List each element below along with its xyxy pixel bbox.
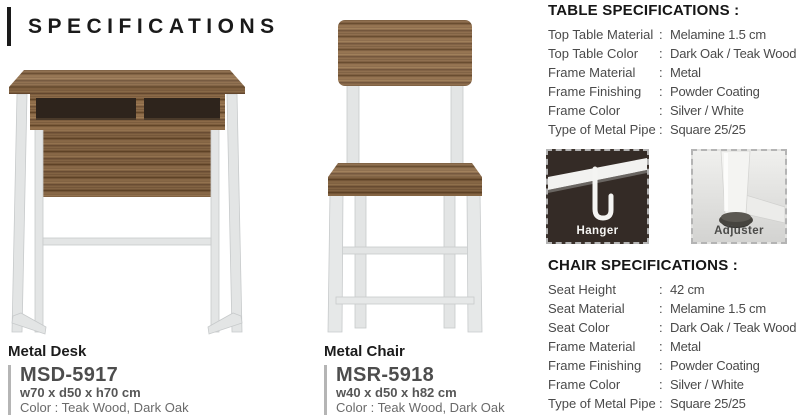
- spec-label: Top Table Color: [548, 46, 639, 61]
- spec-colon: :: [659, 122, 663, 137]
- spec-colon: :: [659, 27, 663, 42]
- spec-label: Top Table Material: [548, 27, 654, 42]
- spec-colon: :: [659, 282, 663, 297]
- spec-row: [548, 63, 794, 82]
- chair-spec-rows: [548, 280, 797, 413]
- spec-colon: :: [659, 46, 663, 61]
- spec-colon: :: [659, 377, 663, 392]
- spec-value: Dark Oak / Teak Wood: [670, 320, 797, 335]
- chair-model-code: MSR-5918: [336, 364, 434, 386]
- spec-label: Frame Finishing: [548, 84, 642, 99]
- table-specifications-heading: TABLE SPECIFICATIONS :: [548, 2, 740, 19]
- spec-colon: :: [659, 103, 663, 118]
- spec-label: Type of Metal Pipe: [548, 396, 656, 411]
- table-specifications-section: [548, 2, 797, 139]
- chair-illustration: [298, 14, 488, 336]
- desk-dimensions: w70 x d50 x h70 cm: [20, 385, 141, 400]
- adjuster-detail-thumbnail: [691, 149, 787, 244]
- title-block: [7, 7, 280, 46]
- metal-chair-image: [298, 14, 488, 341]
- desk-color-options: Color : Teak Wood, Dark Oak: [20, 400, 189, 415]
- spec-value: Square 25/25: [670, 396, 746, 411]
- spec-value: Powder Coating: [670, 358, 760, 373]
- spec-colon: :: [659, 339, 663, 354]
- spec-row: [548, 25, 794, 44]
- spec-row: [548, 318, 797, 337]
- spec-label: Frame Color: [548, 103, 621, 118]
- spec-row: [548, 299, 794, 318]
- hanger-detail-thumbnail: [546, 149, 649, 244]
- chair-dimensions: w40 x d50 x h82 cm: [336, 385, 457, 400]
- table-spec-rows: [548, 25, 797, 139]
- spec-label: Seat Height: [548, 282, 616, 297]
- desk-illustration: [2, 64, 252, 336]
- desk-name: Metal Desk: [8, 343, 87, 360]
- spec-row: [548, 356, 794, 375]
- chair-color-options: Color : Teak Wood, Dark Oak: [336, 400, 505, 415]
- chair-name: Metal Chair: [324, 343, 405, 360]
- spec-label: Frame Material: [548, 339, 636, 354]
- chair-specifications-heading: CHAIR SPECIFICATIONS :: [548, 257, 738, 274]
- spec-value: Powder Coating: [670, 84, 760, 99]
- spec-value: Dark Oak / Teak Wood: [670, 46, 797, 61]
- spec-value: Silver / White: [670, 377, 744, 392]
- spec-colon: :: [659, 65, 663, 80]
- spec-value: Metal: [670, 65, 701, 80]
- spec-row: [548, 280, 794, 299]
- spec-value: Square 25/25: [670, 122, 746, 137]
- spec-row: [548, 394, 794, 413]
- spec-value: Silver / White: [670, 103, 744, 118]
- adjuster-label: Adjuster: [714, 225, 764, 237]
- spec-value: Melamine 1.5 cm: [670, 301, 766, 316]
- spec-colon: :: [659, 320, 663, 335]
- page-title: SPECIFICATIONS: [28, 15, 280, 38]
- spec-colon: :: [659, 301, 663, 316]
- spec-value: Metal: [670, 339, 701, 354]
- spec-label: Type of Metal Pipe: [548, 122, 656, 137]
- spec-colon: :: [659, 84, 663, 99]
- title-accent-bar: [7, 7, 11, 46]
- chair-specifications-section: [548, 257, 797, 413]
- desk-model-code: MSD-5917: [20, 364, 118, 386]
- metal-desk-image: [2, 64, 252, 341]
- spec-row: [548, 120, 794, 139]
- hanger-label: Hanger: [576, 225, 619, 237]
- spec-colon: :: [659, 396, 663, 411]
- desk-caption: [8, 343, 189, 415]
- spec-row: [548, 101, 794, 120]
- spec-row: [548, 375, 794, 394]
- spec-value: Melamine 1.5 cm: [670, 27, 766, 42]
- spec-label: Frame Finishing: [548, 358, 642, 373]
- spec-label: Seat Color: [548, 320, 610, 335]
- spec-label: Frame Material: [548, 65, 636, 80]
- spec-value: 42 cm: [670, 282, 705, 297]
- spec-row: [548, 82, 794, 101]
- spec-label: Frame Color: [548, 377, 621, 392]
- chair-caption-detail: [324, 365, 505, 415]
- desk-caption-detail: [8, 365, 189, 415]
- chair-caption: [324, 343, 505, 415]
- spec-row: [548, 337, 794, 356]
- spec-label: Seat Material: [548, 301, 625, 316]
- spec-colon: :: [659, 358, 663, 373]
- spec-row: [548, 44, 797, 63]
